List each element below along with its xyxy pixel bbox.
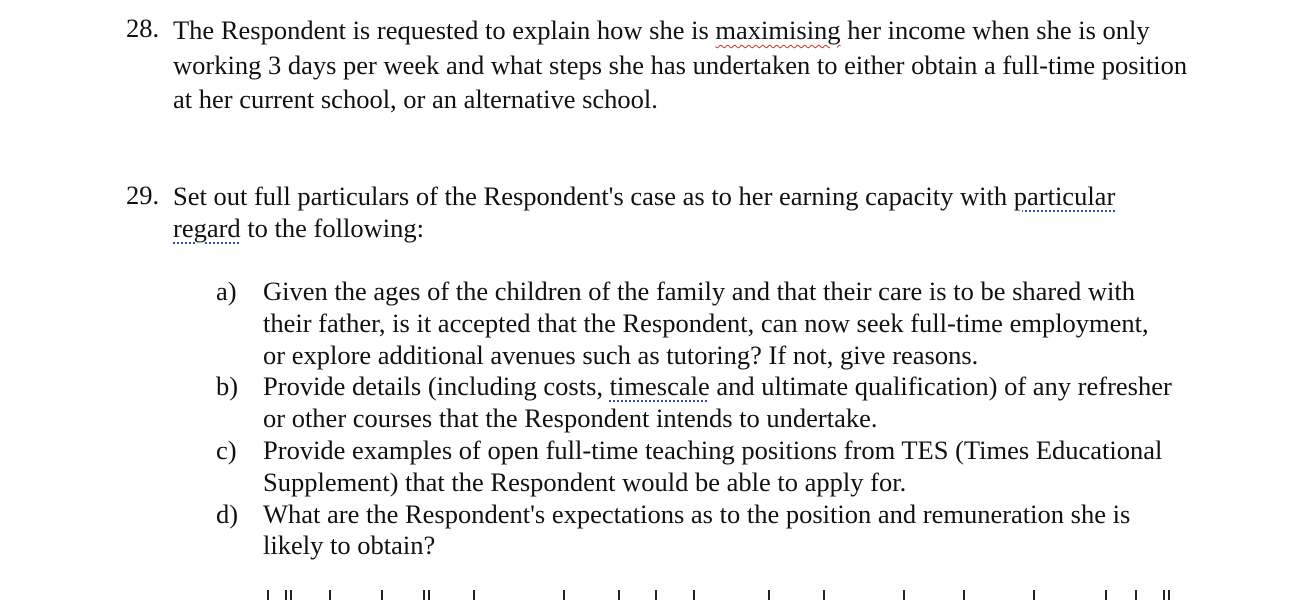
text-line <box>263 371 1226 403</box>
text-line: likely to obtain? <box>263 530 436 561</box>
grammar-flag[interactable]: particular <box>1013 181 1116 211</box>
paragraph-body[interactable] <box>173 180 1236 244</box>
text-run: and ultimate qualification) of any refresher <box>709 371 1172 402</box>
list-item-text <box>263 435 1226 499</box>
list-marker: a) <box>216 276 237 306</box>
text-line: or other courses that the Respondent intends to undertake. <box>263 403 878 434</box>
text-line: Given the ages of the children of the family and that their care is to be shared with <box>263 276 1135 306</box>
paragraph-number: 29. <box>126 180 160 210</box>
text-line: What are the Respondent's expectations as to the position and remuneration she is <box>263 498 1131 529</box>
list-item-b[interactable] <box>216 371 1226 435</box>
spelling-flag[interactable]: maximising <box>715 15 841 45</box>
text-line <box>173 212 1236 244</box>
clipped-next-line <box>263 584 1243 600</box>
list-item-c[interactable] <box>216 435 1226 499</box>
text-line: Supplement) that the Respondent would be able to apply for. <box>263 466 907 497</box>
text-run: The Respondent is requested to explain how she is <box>173 15 716 45</box>
text-run: to the following: <box>240 213 424 243</box>
grammar-flag[interactable]: regard <box>173 213 241 243</box>
sub-list <box>216 276 1226 562</box>
text-run: her income when she is only <box>840 15 1150 45</box>
list-marker: d) <box>216 498 239 529</box>
list-item-d[interactable] <box>216 499 1226 563</box>
paragraph-body[interactable] <box>173 13 1236 117</box>
list-item-text <box>263 371 1226 435</box>
text-line: Provide examples of open full-time teaching positions from TES (Times Educational <box>263 434 1163 465</box>
text-line <box>173 180 1236 212</box>
text-line <box>173 13 1236 48</box>
text-line: at her current school, or an alternative school. <box>173 84 658 114</box>
text-line: their father, is it accepted that the Respondent, can now seek full-time employment, <box>263 307 1149 338</box>
list-marker: c) <box>216 434 237 465</box>
list-item-a[interactable] <box>216 276 1226 371</box>
clipped-text-fragments <box>263 584 1243 600</box>
list-marker: b) <box>216 371 239 402</box>
grammar-flag[interactable]: timescale <box>609 371 710 402</box>
text-run: Provide details (including costs, <box>263 371 610 402</box>
text-line: or explore additional avenues such as tutoring? If not, give reasons. <box>263 339 979 370</box>
list-item-text <box>263 276 1226 371</box>
paragraph-number: 28. <box>126 13 160 43</box>
paragraph-28 <box>126 13 1236 117</box>
text-run: Set out full particulars of the Respondent's case as to her earning capacity with <box>173 181 1014 211</box>
list-item-text <box>263 499 1226 563</box>
text-line: working 3 days per week and what steps she has undertaken to either obtain a full-time position <box>173 49 1188 80</box>
paragraph-29 <box>126 180 1236 244</box>
